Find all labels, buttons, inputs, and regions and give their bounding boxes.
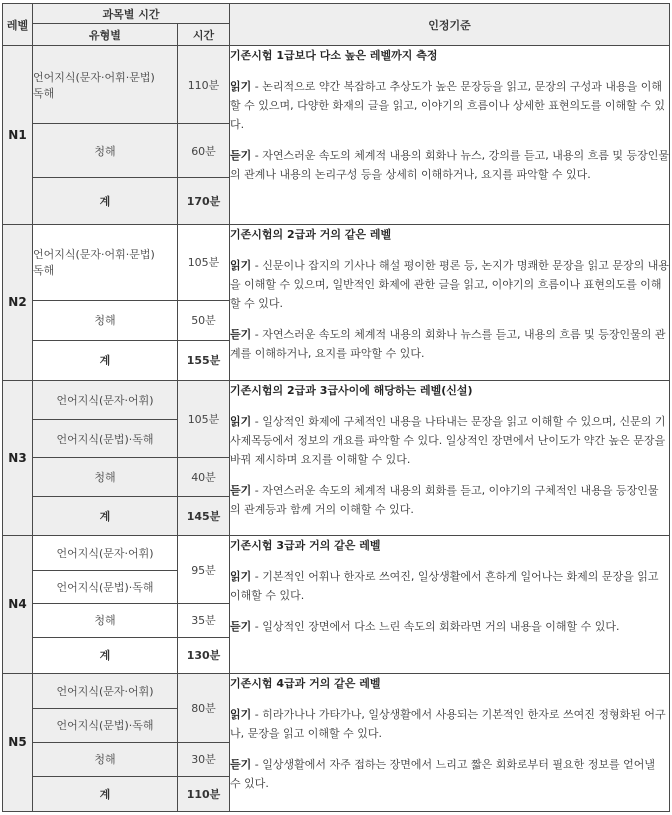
listening-label: 듣기 — [230, 757, 252, 771]
header-time: 시간 — [178, 24, 230, 46]
header-level: 레벨 — [3, 4, 33, 46]
table-row — [3, 673, 670, 708]
time-cell: 40분 — [178, 458, 230, 497]
reading-criteria — [230, 567, 669, 605]
listening-label: 듣기 — [230, 620, 252, 634]
type-cell: 청해 — [33, 742, 178, 776]
level-cell: N3 — [3, 380, 33, 535]
type-cell: 청해 — [33, 458, 178, 497]
type-cell: 언어지식(문자·어휘) — [33, 536, 178, 571]
reading-text: - 히라가나나 가타가나, 일상생활에서 사용되는 기본적인 한자로 쓰여진 정형화된 어구나, 문장을 읽고 이해할 수 있다. — [230, 707, 666, 740]
reading-label: 읽기 — [230, 570, 252, 584]
criteria-cell — [230, 380, 670, 535]
time-cell: 95분 — [178, 536, 230, 604]
total-time: 145분 — [178, 497, 230, 536]
table-row — [3, 224, 670, 300]
criteria-title: 기존시험의 2급과 거의 같은 레벨 — [230, 227, 392, 241]
listening-criteria — [230, 617, 669, 636]
total-label: 계 — [33, 178, 178, 224]
criteria-title: 기존시험 1급보다 다소 높은 레벨까지 측정 — [230, 49, 438, 63]
type-cell — [33, 46, 178, 124]
listening-criteria — [230, 325, 669, 363]
listening-criteria — [230, 481, 669, 519]
time-cell: 50분 — [178, 300, 230, 340]
total-label: 계 — [33, 340, 178, 380]
listening-label: 듣기 — [230, 149, 252, 163]
reading-label: 읽기 — [230, 414, 252, 428]
jlpt-table-wrapper — [2, 3, 669, 812]
header-row-1 — [3, 4, 670, 24]
listening-text: - 자연스러운 속도의 체계적 내용의 회화를 듣고, 이야기의 구체적인 내용을 등장인물의 관계등과 함께 거의 이해할 수 있다. — [230, 483, 659, 516]
type-line: 독해 — [33, 264, 55, 278]
type-line: 독해 — [33, 86, 55, 100]
level-cell: N4 — [3, 536, 33, 673]
table-row — [3, 46, 670, 124]
listening-text: - 일상적인 장면에서 다소 느린 속도의 회화라면 거의 내용을 이해할 수 있다. — [251, 620, 620, 634]
type-cell: 청해 — [33, 124, 178, 178]
time-cell: 105분 — [178, 224, 230, 300]
listening-criteria — [230, 146, 669, 184]
header-criteria: 인정기준 — [230, 4, 670, 46]
reading-label: 읽기 — [230, 258, 252, 272]
type-cell: 언어지식(문자·어휘) — [33, 673, 178, 708]
table-row — [3, 536, 670, 571]
time-cell: 60분 — [178, 124, 230, 178]
time-cell: 30분 — [178, 742, 230, 776]
total-label: 계 — [33, 637, 178, 673]
reading-criteria — [230, 412, 669, 469]
level-cell: N2 — [3, 224, 33, 380]
type-cell: 언어지식(문법)·독해 — [33, 419, 178, 457]
type-line: 언어지식(문자·어휘·문법) — [33, 70, 155, 84]
type-cell — [33, 224, 178, 300]
total-time: 170분 — [178, 178, 230, 224]
total-label: 계 — [33, 497, 178, 536]
reading-text: - 신문이나 잡지의 기사나 해설 평이한 평론 등, 논지가 명쾌한 문장을 읽고 문장의 내용을 이해할 수 있으며, 일반적인 화제에 관한 글을 읽고, 이야기의 흐름이나 표현의도를 이해할 수 있다. — [230, 258, 669, 310]
time-cell: 105분 — [178, 380, 230, 457]
header-type: 유형별 — [33, 24, 178, 46]
total-label: 계 — [33, 776, 178, 811]
reading-label: 읽기 — [230, 80, 252, 94]
criteria-cell — [230, 224, 670, 380]
level-cell: N1 — [3, 46, 33, 224]
type-cell: 청해 — [33, 300, 178, 340]
listening-label: 듣기 — [230, 483, 252, 497]
listening-text: - 자연스러운 속도의 체계적 내용의 회화나 뉴스를 듣고, 내용의 흐름 및 등장인물의 관계를 이해하거나, 요지를 파악할 수 있다. — [230, 327, 666, 360]
type-cell: 청해 — [33, 604, 178, 637]
criteria-cell — [230, 673, 670, 811]
listening-text: - 일상생활에서 자주 접하는 장면에서 느리고 짧은 회화로부터 필요한 정보를 얻어낼 수 있다. — [230, 757, 655, 790]
reading-text: - 논리적으로 약간 복잡하고 추상도가 높은 문장등을 읽고, 문장의 구성과 내용을 이해할 수 있으며, 다양한 화재의 글을 읽고, 이야기의 흐름이나 상세한 표현의도를 이해할 수 있다. — [230, 80, 665, 132]
criteria-title: 기존시험 3급과 거의 같은 레벨 — [230, 539, 381, 553]
criteria-cell — [230, 46, 670, 224]
reading-criteria — [230, 705, 669, 743]
time-cell: 35분 — [178, 604, 230, 637]
listening-text: - 자연스러운 속도의 체계적 내용의 회화나 뉴스, 강의를 듣고, 내용의 흐름 및 등장인물의 관계나 내용의 논리구성 등을 상세히 이해하거나, 요지를 파악할 수 있다. — [230, 149, 669, 182]
reading-criteria — [230, 256, 669, 313]
total-time: 110분 — [178, 776, 230, 811]
listening-label: 듣기 — [230, 327, 252, 341]
total-time: 155분 — [178, 340, 230, 380]
listening-criteria — [230, 755, 669, 793]
reading-criteria — [230, 77, 669, 134]
type-line: 언어지식(문자·어휘·문법) — [33, 248, 155, 262]
criteria-cell — [230, 536, 670, 673]
jlpt-level-table — [2, 3, 670, 812]
header-subject-time: 과목별 시간 — [33, 4, 230, 24]
type-cell: 언어지식(문법)·독해 — [33, 571, 178, 604]
total-time: 130분 — [178, 637, 230, 673]
reading-text: - 일상적인 화제에 구체적인 내용을 나타내는 문장을 읽고 이해할 수 있으며, 신문의 기사제목등에서 정보의 개요를 파악할 수 있다. 일상적인 장면에서 난이도가 약간 높은 문장을 바꿔 제시하며 요지를 이해할 수 있다. — [230, 414, 666, 466]
time-cell: 80분 — [178, 673, 230, 742]
criteria-title: 기존시험의 2급과 3급사이에 해당하는 레벨(신설) — [230, 383, 473, 397]
table-row — [3, 380, 670, 419]
type-cell: 언어지식(문자·어휘) — [33, 380, 178, 419]
reading-text: - 기본적인 어휘나 한자로 쓰여진, 일상생활에서 흔하게 일어나는 화제의 문장을 읽고 이해할 수 있다. — [230, 570, 659, 603]
reading-label: 읽기 — [230, 707, 252, 721]
type-cell: 언어지식(문법)·독해 — [33, 708, 178, 742]
level-cell: N5 — [3, 673, 33, 811]
time-cell: 110분 — [178, 46, 230, 124]
criteria-title: 기존시험 4급과 거의 같은 레벨 — [230, 676, 381, 690]
